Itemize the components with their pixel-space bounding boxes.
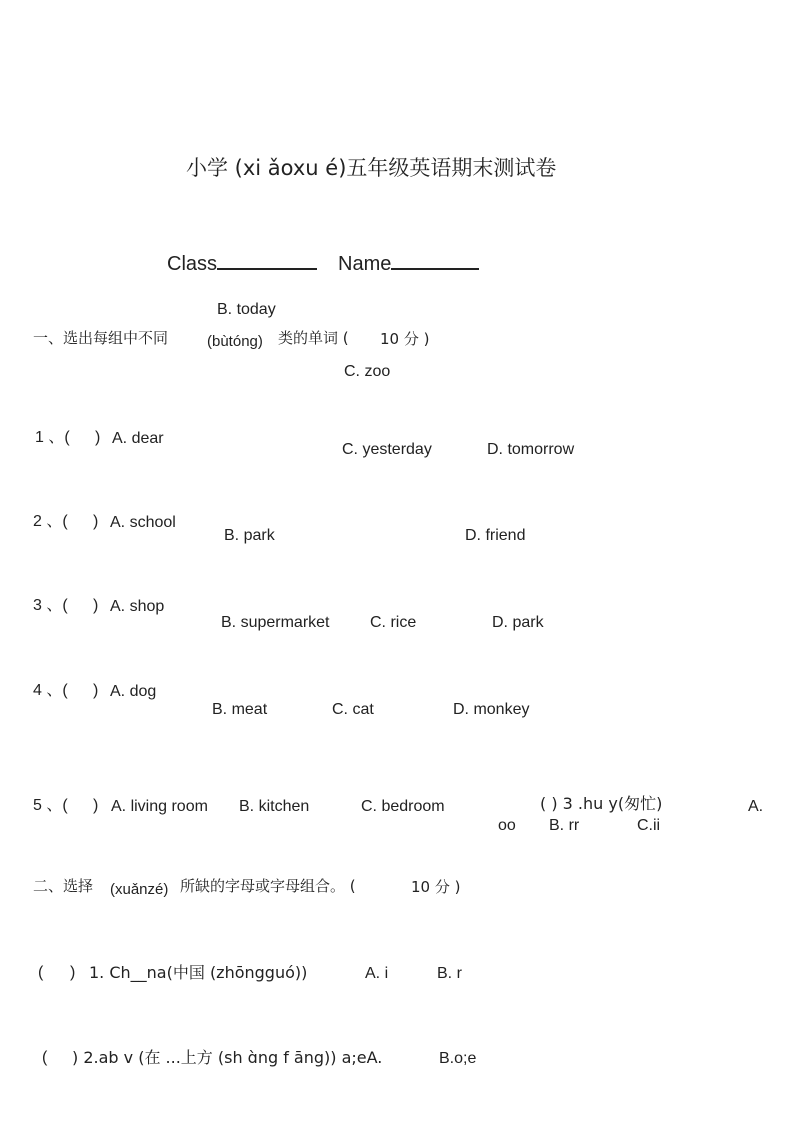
q5-option-b: B. kitchen <box>239 798 310 815</box>
section1-score: 10 分 ) <box>380 330 430 348</box>
s2-q2-option-b: B.o;e <box>439 1050 477 1067</box>
q5-paren-close: ) <box>93 797 99 814</box>
section2-score: 10 分 ) <box>411 878 461 896</box>
q3-option-a: A. shop <box>110 598 165 615</box>
q2-number: 2 、( <box>33 513 68 530</box>
q1-option-a: A. dear <box>112 430 164 447</box>
q1-option-d: D. tomorrow <box>487 441 575 458</box>
class-blank <box>217 251 317 270</box>
q1-number: 1 、( <box>35 429 70 446</box>
q3-number: 3 、( <box>33 597 68 614</box>
class-label: Class <box>167 253 218 275</box>
section1-heading-rest: 类的单词 ( <box>278 329 349 347</box>
s2-q1-paren: ( <box>38 964 44 981</box>
section2-heading-pinyin: (xuǎnzé) <box>110 881 169 898</box>
section2-heading-rest: 所缺的字母或字母组合。 ( <box>180 877 356 895</box>
q3-paren-close: ) <box>93 597 99 614</box>
q4-number: 4 、( <box>33 682 68 699</box>
q2-option-d: D. friend <box>465 527 526 544</box>
s2-q1-option-b: B. r <box>437 965 462 982</box>
page-title: 小学 (xi ǎoxu é)五年级英语期末测试卷 <box>186 156 557 180</box>
q4-option-c: C. cat <box>332 701 374 718</box>
section1-heading-pinyin: (bùtóng) <box>207 333 263 350</box>
stray-option-a: A. <box>748 798 764 815</box>
floating-option-c: C. zoo <box>344 363 391 380</box>
q5-number: 5 、( <box>33 797 68 814</box>
q2-option-a: A. school <box>110 514 176 531</box>
s2-q1-option-a: A. i <box>365 965 389 982</box>
stray-option-b: B. rr <box>549 817 580 834</box>
floating-option-b: B. today <box>217 301 276 318</box>
q1-option-c: C. yesterday <box>342 441 432 458</box>
q4-paren-close: ) <box>93 682 99 699</box>
name-label: Name <box>338 253 392 275</box>
name-field <box>338 251 479 274</box>
q4-option-d: D. monkey <box>453 701 530 718</box>
q5-option-a: A. living room <box>111 798 208 815</box>
stray-oo: oo <box>498 817 516 834</box>
q3-option-b: B. supermarket <box>221 614 330 631</box>
q3-option-c: C. rice <box>370 614 417 631</box>
section1-heading: 一、选出每组中不同 <box>33 329 169 347</box>
q1-paren-close: ) <box>95 429 101 446</box>
q3-option-d: D. park <box>492 614 544 631</box>
name-blank <box>391 251 479 270</box>
s2-q2-paren: ( <box>42 1049 48 1066</box>
stray-option-c: C.ii <box>637 817 661 834</box>
section2-heading: 二、选择 <box>33 877 94 895</box>
s2-q2-text: ) 2.ab v (在 ...上方 (sh ɑ̀ng f āng)) a;eA. <box>72 1048 383 1067</box>
q2-paren-close: ) <box>93 513 99 530</box>
s2-q1-paren-close: ) <box>70 964 76 981</box>
q4-option-b: B. meat <box>212 701 268 718</box>
q2-option-b: B. park <box>224 527 275 544</box>
stray-q3: ( ) 3 .hu y(匆忙) <box>540 794 663 813</box>
class-field <box>167 251 317 274</box>
s2-q1-text: 1. Ch__na(中国 (zhōngguó)) <box>89 963 308 982</box>
q4-option-a: A. dog <box>110 683 157 700</box>
q5-option-c: C. bedroom <box>361 798 445 815</box>
